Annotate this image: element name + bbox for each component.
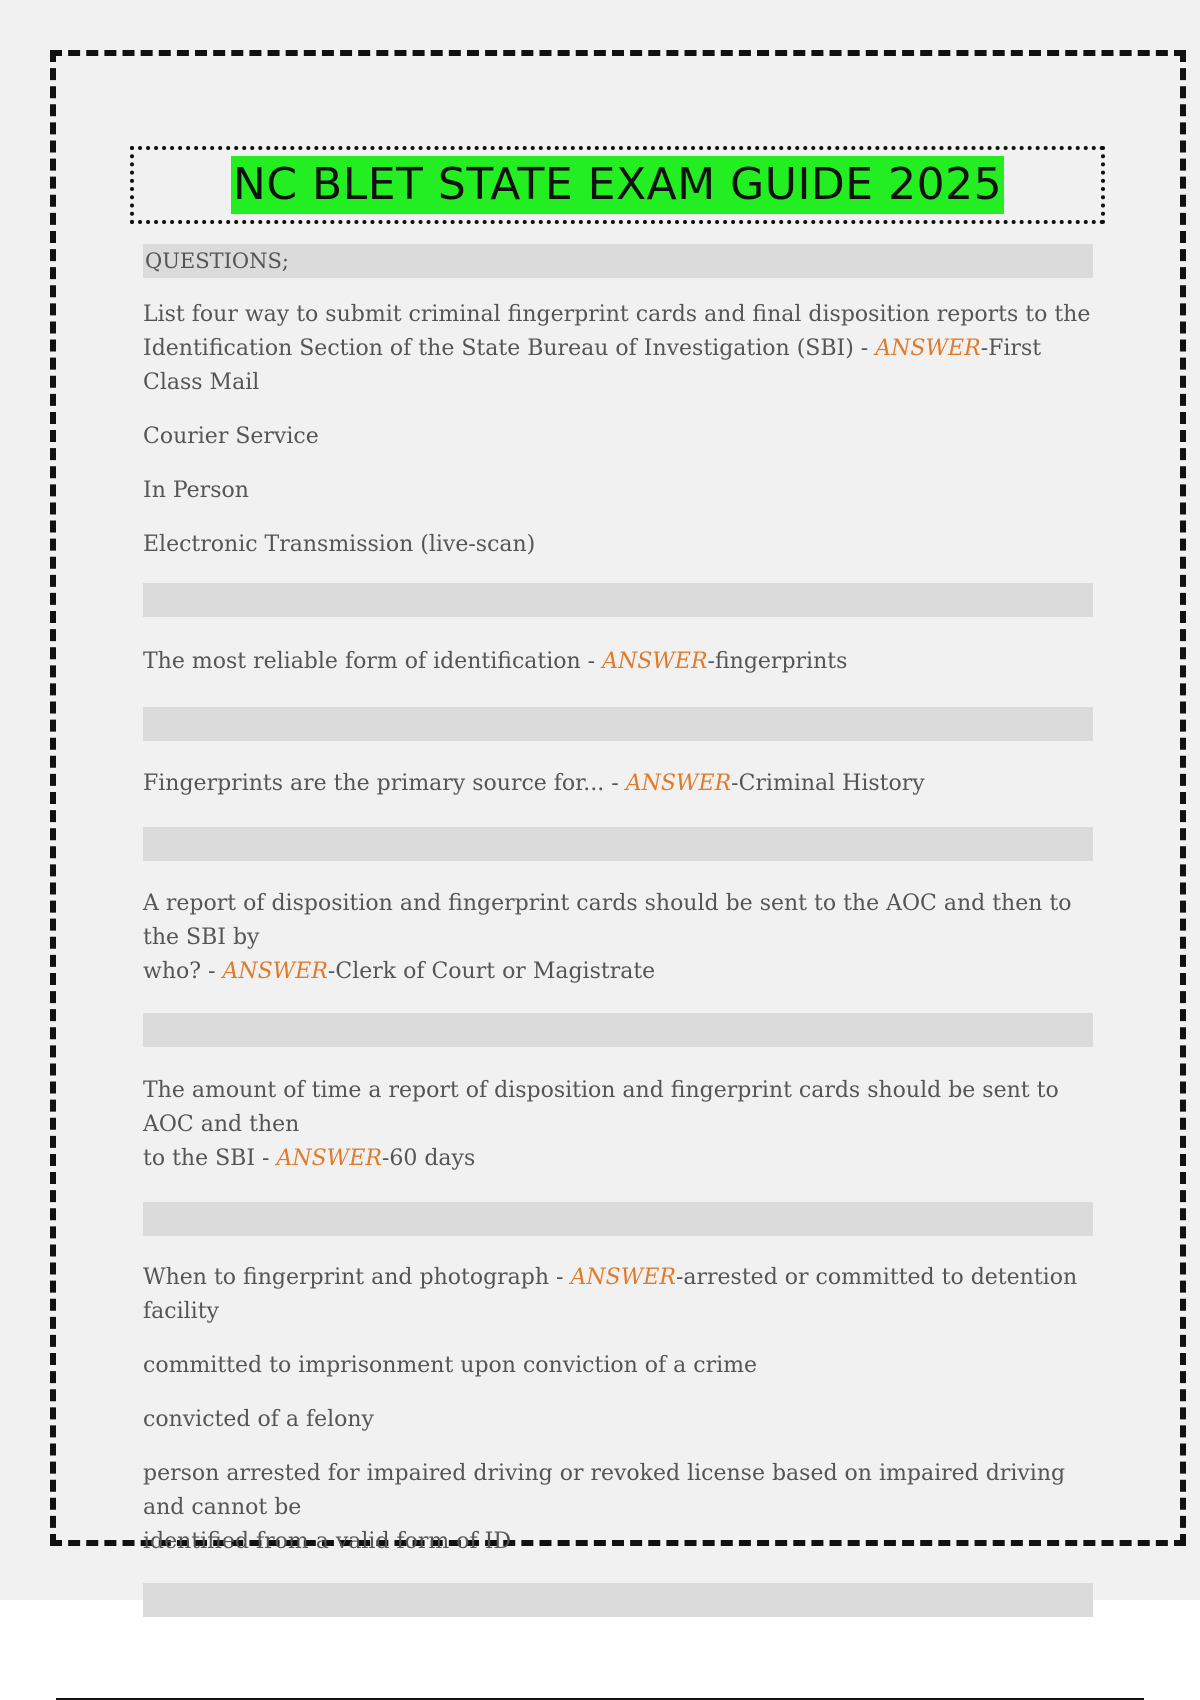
question-5-text: to the SBI - <box>143 1146 277 1171</box>
separator-band <box>143 707 1093 741</box>
answer-1-extra-2: In Person <box>143 478 249 503</box>
question-3-line <box>143 767 1093 801</box>
question-block-3 <box>143 767 1093 801</box>
question-1-line-2 <box>143 332 1093 400</box>
question-5-line-2 <box>143 1142 1093 1176</box>
title-box <box>130 146 1105 224</box>
answer-6-extra-1: committed to imprisonment upon conviction of a crime <box>143 1353 758 1378</box>
separator-band <box>143 1583 1093 1617</box>
answer-6-extra-2: convicted of a felony <box>143 1407 374 1432</box>
question-block-4 <box>143 887 1093 989</box>
separator-band <box>143 827 1093 861</box>
answer-6-extra-3-line-2: identified from a valid form of ID <box>143 1529 511 1554</box>
answer-tag: ANSWER <box>625 771 732 796</box>
questions-label: QUESTIONS; <box>145 249 289 273</box>
answer-tag: ANSWER <box>602 649 708 674</box>
question-6-line <box>143 1261 1093 1329</box>
separator-band <box>143 1013 1093 1047</box>
answer-tag: ANSWER <box>875 336 981 361</box>
answer-1-extra-1: Courier Service <box>143 424 319 449</box>
question-4-text: who? - <box>143 959 223 984</box>
question-block-2 <box>143 645 1093 679</box>
answer-1-text: -First Class Mail <box>143 336 1042 395</box>
question-4-line-1: A report of disposition and fingerprint cards should be sent to the AOC and then to the SBI by <box>143 891 1072 950</box>
question-block-5 <box>143 1074 1093 1176</box>
answer-4-text: -Clerk of Court or Magistrate <box>327 959 656 984</box>
answer-1-extra-3: Electronic Transmission (live-scan) <box>143 532 536 557</box>
answer-tag: ANSWER <box>222 959 328 984</box>
answer-3-text: -Criminal History <box>731 771 925 796</box>
question-4-line-2 <box>143 955 1093 989</box>
question-1-text: Identification Section of the State Bureau of Investigation (SBI) - <box>143 336 876 361</box>
answer-5-text: -60 days <box>381 1146 476 1171</box>
answer-2-text: -fingerprints <box>707 649 848 674</box>
question-list <box>143 244 1093 1617</box>
page-title: NC BLET STATE EXAM GUIDE 2025 <box>231 156 1004 214</box>
answer-tag: ANSWER <box>276 1146 382 1171</box>
questions-header-band <box>143 244 1093 278</box>
answer-6-extra-3-line-1: person arrested for impaired driving or revoked license based on impaired driving and cannot be <box>143 1461 1066 1520</box>
question-3-text: Fingerprints are the primary source for... - <box>143 771 626 796</box>
question-1-line-1: List four way to submit criminal fingerprint cards and final disposition reports to the <box>143 302 1091 327</box>
question-block-6 <box>143 1261 1093 1559</box>
question-2-line <box>143 645 1093 679</box>
separator-band <box>143 583 1093 617</box>
answer-6-text: -arrested or committed to detention facility <box>143 1265 1078 1324</box>
question-5-line-1: The amount of time a report of disposition and fingerprint cards should be sent to AOC and then <box>143 1078 1059 1137</box>
question-6-text: When to fingerprint and photograph - <box>143 1265 571 1290</box>
separator-band <box>143 1202 1093 1236</box>
question-2-text: The most reliable form of identification - <box>143 649 603 674</box>
answer-tag: ANSWER <box>570 1265 676 1290</box>
question-block-1 <box>143 298 1093 562</box>
